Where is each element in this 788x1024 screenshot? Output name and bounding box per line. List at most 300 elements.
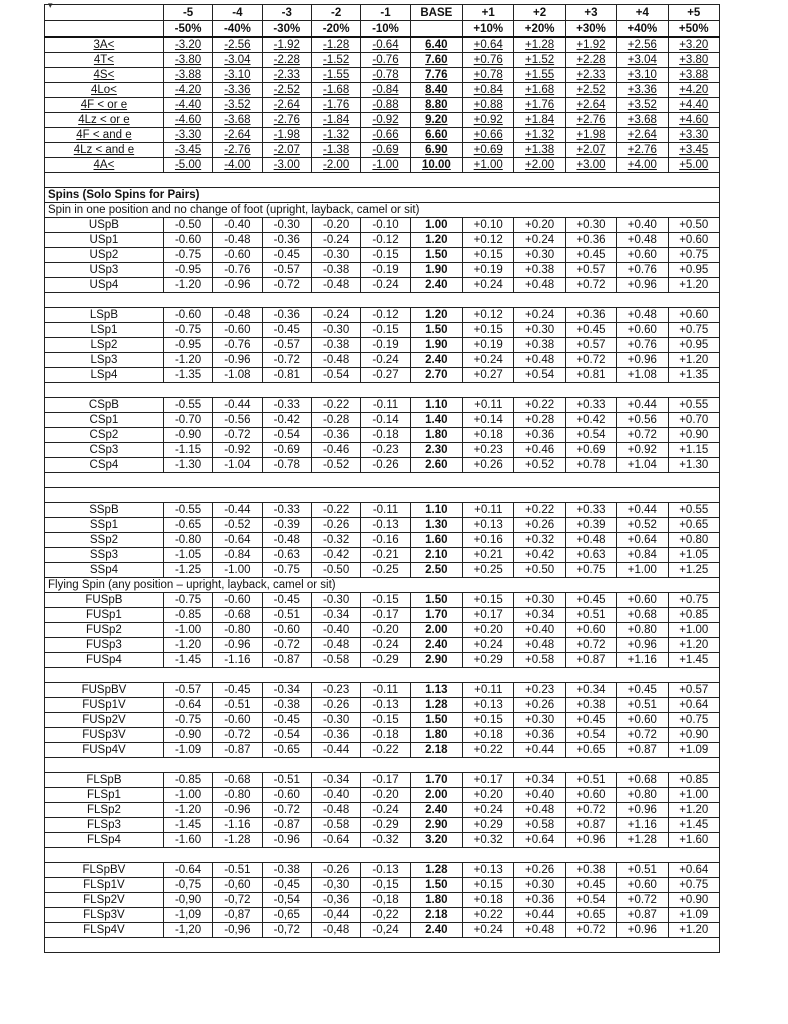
table-row	[45, 53, 720, 68]
base-value-cell: 1.28	[410, 698, 462, 713]
table-row	[45, 878, 720, 893]
goe-value-cell: +3.20	[668, 37, 719, 53]
goe-value-cell: +0.57	[565, 338, 616, 353]
percent-header: +10%	[463, 21, 514, 38]
goe-value-cell: -0.64	[361, 37, 410, 53]
goe-value-cell: -0.44	[213, 398, 262, 413]
header-blank-cell	[45, 21, 164, 38]
goe-value-cell: -0,90	[163, 893, 212, 908]
goe-value-cell: -1.32	[311, 128, 360, 143]
table-row	[45, 533, 720, 548]
percent-header	[410, 21, 462, 38]
goe-value-cell: +0.60	[617, 323, 668, 338]
goe-value-cell: +0.33	[565, 398, 616, 413]
goe-value-cell: +0.26	[514, 518, 565, 533]
goe-value-cell: +0.87	[617, 908, 668, 923]
goe-value-cell: -0.24	[361, 353, 410, 368]
goe-value-cell: -0.25	[361, 563, 410, 578]
goe-value-cell: +0.75	[668, 248, 719, 263]
goe-value-cell: +0.17	[463, 773, 514, 788]
goe-value-cell: -0.26	[311, 518, 360, 533]
goe-value-cell: +0.45	[565, 713, 616, 728]
goe-value-cell: +0.26	[463, 458, 514, 473]
goe-value-cell: +0.15	[463, 713, 514, 728]
base-header: BASE	[410, 5, 462, 21]
goe-value-cell: -0.52	[213, 518, 262, 533]
goe-value-cell: +1.28	[514, 37, 565, 53]
goe-value-cell: +0.42	[565, 413, 616, 428]
goe-value-cell: -1.25	[163, 563, 212, 578]
goe-value-cell: +0.51	[617, 863, 668, 878]
goe-value-cell: -0.48	[262, 533, 311, 548]
spacer-row	[45, 848, 720, 863]
goe-value-cell: +0.64	[617, 533, 668, 548]
goe-value-cell: +0.96	[617, 278, 668, 293]
goe-value-cell: +0.20	[463, 623, 514, 638]
goe-value-cell: -0.48	[213, 233, 262, 248]
goe-value-cell: +0.72	[617, 428, 668, 443]
base-value-cell: 2.60	[410, 458, 462, 473]
goe-value-cell: +2.64	[565, 98, 616, 113]
table-row	[45, 518, 720, 533]
table-row	[45, 563, 720, 578]
goe-value-cell: +0.27	[463, 368, 514, 383]
goe-value-cell: +0.64	[668, 698, 719, 713]
goe-value-cell: -0.13	[361, 518, 410, 533]
goe-value-cell: +0.18	[463, 728, 514, 743]
goe-value-cell: -1.98	[262, 128, 311, 143]
goe-value-cell: +0.72	[565, 278, 616, 293]
element-code-cell: SSp4	[45, 563, 164, 578]
element-code-cell: CSp4	[45, 458, 164, 473]
goe-value-cell: +1.76	[514, 98, 565, 113]
base-value-cell: 1.50	[410, 248, 462, 263]
goe-value-cell: +0.44	[617, 503, 668, 518]
goe-value-cell: +0.24	[514, 233, 565, 248]
goe-value-cell: -0.80	[213, 623, 262, 638]
goe-value-cell: +0.12	[463, 233, 514, 248]
goe-value-cell: +0.48	[617, 308, 668, 323]
goe-value-cell: +0.48	[514, 803, 565, 818]
table-row	[45, 788, 720, 803]
base-value-cell: 1.20	[410, 233, 462, 248]
goe-value-cell: -3.20	[163, 37, 212, 53]
goe-value-cell: +2.28	[565, 53, 616, 68]
base-value-cell: 1.90	[410, 338, 462, 353]
goe-value-cell: +0.30	[514, 878, 565, 893]
percent-header: +40%	[617, 21, 668, 38]
goe-value-cell: +0.52	[617, 518, 668, 533]
goe-value-cell: +1.55	[514, 68, 565, 83]
goe-value-cell: +2.76	[565, 113, 616, 128]
goe-value-cell: +4.60	[668, 113, 719, 128]
goe-value-cell: -0.64	[163, 863, 212, 878]
goe-value-cell: -0.12	[361, 233, 410, 248]
goe-value-cell: +0.30	[514, 713, 565, 728]
goe-value-cell: -0.15	[361, 713, 410, 728]
goe-value-cell: -0,65	[262, 908, 311, 923]
goe-value-cell: +0.38	[565, 698, 616, 713]
goe-value-cell: -2.52	[262, 83, 311, 98]
goe-value-cell: +0.48	[514, 638, 565, 653]
grade-header: -2	[311, 5, 360, 21]
table-row	[45, 323, 720, 338]
percent-header: -50%	[163, 21, 212, 38]
table-row	[45, 773, 720, 788]
goe-value-cell: -0.92	[361, 113, 410, 128]
goe-value-cell: -0.24	[361, 803, 410, 818]
goe-value-cell: -0.30	[311, 593, 360, 608]
element-code-cell: FUSp2	[45, 623, 164, 638]
grade-header: -1	[361, 5, 410, 21]
goe-value-cell: +0.38	[565, 863, 616, 878]
goe-value-cell: -0.18	[361, 728, 410, 743]
goe-value-cell: +3.80	[668, 53, 719, 68]
goe-value-cell: +0.42	[514, 548, 565, 563]
goe-value-cell: -0.84	[213, 548, 262, 563]
goe-value-cell: +0.18	[463, 893, 514, 908]
goe-value-cell: -0,18	[361, 893, 410, 908]
base-value-cell: 2.40	[410, 278, 462, 293]
goe-value-cell: -0.12	[361, 308, 410, 323]
spacer-row	[45, 383, 720, 398]
goe-value-cell: -0,22	[361, 908, 410, 923]
element-code-cell: 4S<	[45, 68, 164, 83]
goe-value-cell: +0.36	[514, 428, 565, 443]
base-value-cell: 2.50	[410, 563, 462, 578]
goe-value-cell: +0.19	[463, 263, 514, 278]
table-row	[45, 653, 720, 668]
goe-value-cell: +1.60	[668, 833, 719, 848]
goe-value-cell: +1.04	[617, 458, 668, 473]
goe-value-cell: +3.04	[617, 53, 668, 68]
element-code-cell: LSp3	[45, 353, 164, 368]
goe-value-cell: -0.29	[361, 653, 410, 668]
goe-value-cell: -0.36	[311, 428, 360, 443]
goe-value-cell: +0.26	[514, 698, 565, 713]
goe-value-cell: +0.34	[565, 683, 616, 698]
element-code-cell: FLSp4V	[45, 923, 164, 938]
goe-value-cell: -3.68	[213, 113, 262, 128]
goe-value-cell: +0.22	[463, 908, 514, 923]
table-row	[45, 698, 720, 713]
element-code-cell: FUSp1	[45, 608, 164, 623]
goe-value-cell: -0.60	[213, 593, 262, 608]
table-row	[45, 443, 720, 458]
goe-value-cell: +0.30	[565, 218, 616, 233]
goe-value-cell: -0.48	[311, 278, 360, 293]
goe-value-cell: -0.48	[213, 308, 262, 323]
goe-value-cell: -0.45	[262, 713, 311, 728]
goe-value-cell: +0.19	[463, 338, 514, 353]
table-row	[45, 83, 720, 98]
goe-value-cell: +4.20	[668, 83, 719, 98]
goe-value-cell: -0.96	[213, 278, 262, 293]
table-row	[45, 803, 720, 818]
goe-value-cell: -0.95	[163, 338, 212, 353]
table-row	[45, 743, 720, 758]
goe-value-cell: -0.90	[163, 728, 212, 743]
table-row	[45, 458, 720, 473]
goe-value-cell: +0.51	[617, 698, 668, 713]
base-value-cell: 10.00	[410, 158, 462, 173]
goe-value-cell: -0.96	[262, 833, 311, 848]
goe-value-cell: +1.84	[514, 113, 565, 128]
goe-value-cell: +0.15	[463, 248, 514, 263]
goe-value-cell: -1,20	[163, 923, 212, 938]
table-row	[45, 503, 720, 518]
goe-value-cell: -0.46	[311, 443, 360, 458]
goe-value-cell: -0.32	[361, 833, 410, 848]
element-code-cell: CSp1	[45, 413, 164, 428]
goe-value-cell: +0.65	[668, 518, 719, 533]
goe-value-cell: -0.55	[163, 503, 212, 518]
table-row	[45, 683, 720, 698]
goe-value-cell: +0.95	[668, 263, 719, 278]
element-code-cell: CSp2	[45, 428, 164, 443]
goe-value-cell: -0.75	[262, 563, 311, 578]
element-code-cell: LSp2	[45, 338, 164, 353]
goe-value-cell: -1,09	[163, 908, 212, 923]
table-row	[45, 623, 720, 638]
grade-header: -4	[213, 5, 262, 21]
goe-value-cell: -0.87	[213, 743, 262, 758]
table-row	[45, 98, 720, 113]
element-code-cell: FLSpBV	[45, 863, 164, 878]
goe-value-cell: -1.35	[163, 368, 212, 383]
table-row	[45, 593, 720, 608]
goe-value-cell: -0.34	[262, 683, 311, 698]
goe-value-cell: -0,72	[213, 893, 262, 908]
goe-value-cell: -0.64	[311, 833, 360, 848]
goe-value-cell: +1.98	[565, 128, 616, 143]
goe-value-cell: +0.23	[514, 683, 565, 698]
goe-value-cell: +0.92	[463, 113, 514, 128]
goe-value-cell: -0.60	[163, 308, 212, 323]
goe-value-cell: -4.40	[163, 98, 212, 113]
element-code-cell: FLSp2	[45, 803, 164, 818]
goe-value-cell: -0.75	[163, 323, 212, 338]
element-code-cell: USpB	[45, 218, 164, 233]
goe-value-cell: +3.10	[617, 68, 668, 83]
goe-value-cell: -0.51	[213, 863, 262, 878]
goe-value-cell: +0.72	[565, 638, 616, 653]
element-code-cell: LSpB	[45, 308, 164, 323]
spacer-cell	[45, 938, 720, 953]
element-code-cell: LSp4	[45, 368, 164, 383]
goe-value-cell: -0.45	[213, 683, 262, 698]
flying-spin-note: Flying Spin (any position – upright, layback, camel or sit)	[45, 578, 720, 593]
goe-value-cell: +1.20	[668, 803, 719, 818]
goe-value-cell: -0.72	[213, 428, 262, 443]
goe-value-cell: +0.85	[668, 608, 719, 623]
goe-value-cell: +0.12	[463, 308, 514, 323]
goe-value-cell: -0.16	[361, 533, 410, 548]
goe-value-cell: -0.60	[213, 323, 262, 338]
base-value-cell: 7.76	[410, 68, 462, 83]
goe-value-cell: -0.19	[361, 338, 410, 353]
goe-value-cell: -0.11	[361, 503, 410, 518]
goe-value-cell: +0.34	[514, 608, 565, 623]
goe-value-cell: -0.84	[361, 83, 410, 98]
goe-value-cell: +3.30	[668, 128, 719, 143]
table-row	[45, 113, 720, 128]
goe-value-cell: -0.87	[262, 818, 311, 833]
base-value-cell: 2.40	[410, 923, 462, 938]
scale-of-values-table	[44, 4, 720, 953]
goe-value-cell: +0.87	[617, 743, 668, 758]
goe-value-cell: -0.51	[262, 773, 311, 788]
spacer-row	[45, 293, 720, 308]
goe-value-cell: -0.38	[262, 863, 311, 878]
goe-value-cell: -0.15	[361, 593, 410, 608]
base-value-cell: 1.60	[410, 533, 462, 548]
goe-value-cell: -0.80	[163, 533, 212, 548]
goe-value-cell: -0.39	[262, 518, 311, 533]
grade-header: -3	[262, 5, 311, 21]
grade-header-row	[45, 5, 720, 21]
base-value-cell: 1.80	[410, 428, 462, 443]
goe-value-cell: +1.45	[668, 653, 719, 668]
base-value-cell: 6.60	[410, 128, 462, 143]
goe-value-cell: +0.40	[617, 218, 668, 233]
goe-value-cell: -0.38	[311, 338, 360, 353]
base-value-cell: 1.50	[410, 878, 462, 893]
goe-value-cell: +0.60	[565, 788, 616, 803]
base-value-cell: 6.90	[410, 143, 462, 158]
goe-value-cell: -0.54	[311, 368, 360, 383]
goe-value-cell: -3.00	[262, 158, 311, 173]
goe-value-cell: +0.72	[617, 893, 668, 908]
goe-value-cell: -0,48	[311, 923, 360, 938]
goe-value-cell: -0,44	[311, 908, 360, 923]
goe-value-cell: -1.16	[213, 653, 262, 668]
goe-value-cell: +0.64	[668, 863, 719, 878]
goe-value-cell: -0.24	[361, 638, 410, 653]
goe-value-cell: +0.44	[514, 908, 565, 923]
element-code-cell: FUSp2V	[45, 713, 164, 728]
element-code-cell: CSpB	[45, 398, 164, 413]
element-code-cell: FUSp3	[45, 638, 164, 653]
goe-value-cell: +0.54	[514, 368, 565, 383]
one-position-note-row	[45, 203, 720, 218]
goe-value-cell: +0.60	[617, 593, 668, 608]
base-value-cell: 1.80	[410, 893, 462, 908]
goe-value-cell: -0.11	[361, 398, 410, 413]
goe-value-cell: +3.36	[617, 83, 668, 98]
grade-header: +4	[617, 5, 668, 21]
spacer-cell	[45, 668, 720, 683]
percent-header: -30%	[262, 21, 311, 38]
goe-value-cell: +1.16	[617, 818, 668, 833]
base-value-cell: 1.40	[410, 413, 462, 428]
goe-value-cell: -0.40	[311, 788, 360, 803]
base-value-cell: 1.13	[410, 683, 462, 698]
goe-value-cell: +0.24	[463, 923, 514, 938]
base-value-cell: 1.10	[410, 503, 462, 518]
goe-value-cell: +0.76	[463, 53, 514, 68]
base-value-cell: 2.30	[410, 443, 462, 458]
goe-value-cell: +0.54	[565, 728, 616, 743]
goe-value-cell: +0.96	[617, 923, 668, 938]
goe-value-cell: +1.25	[668, 563, 719, 578]
table-row	[45, 263, 720, 278]
element-code-cell: FLSp1	[45, 788, 164, 803]
goe-value-cell: -0.26	[361, 458, 410, 473]
goe-value-cell: -0.69	[262, 443, 311, 458]
goe-value-cell: +0.65	[565, 908, 616, 923]
goe-value-cell: -0.44	[213, 503, 262, 518]
goe-value-cell: -2.28	[262, 53, 311, 68]
goe-value-cell: -3.45	[163, 143, 212, 158]
goe-value-cell: +0.55	[668, 398, 719, 413]
goe-value-cell: +0.15	[463, 878, 514, 893]
goe-value-cell: -4.60	[163, 113, 212, 128]
goe-value-cell: -3.04	[213, 53, 262, 68]
goe-value-cell: -2.33	[262, 68, 311, 83]
goe-value-cell: +4.40	[668, 98, 719, 113]
goe-value-cell: +1.68	[514, 83, 565, 98]
goe-value-cell: -0.15	[361, 248, 410, 263]
goe-value-cell: -0.56	[213, 413, 262, 428]
goe-value-cell: -0.22	[311, 503, 360, 518]
goe-value-cell: -1.45	[163, 653, 212, 668]
table-row	[45, 248, 720, 263]
element-code-cell: FUSp1V	[45, 698, 164, 713]
goe-value-cell: +0.76	[617, 338, 668, 353]
goe-value-cell: -4.00	[213, 158, 262, 173]
goe-value-cell: -1.20	[163, 638, 212, 653]
table-body	[45, 5, 720, 953]
goe-value-cell: -3.10	[213, 68, 262, 83]
element-code-cell: 3A<	[45, 37, 164, 53]
goe-value-cell: +0.33	[565, 503, 616, 518]
goe-value-cell: -0.72	[262, 353, 311, 368]
goe-value-cell: -2.00	[311, 158, 360, 173]
goe-value-cell: -0,24	[361, 923, 410, 938]
goe-value-cell: +0.25	[463, 563, 514, 578]
goe-value-cell: +0.78	[565, 458, 616, 473]
base-value-cell: 2.70	[410, 368, 462, 383]
goe-value-cell: -0.55	[163, 398, 212, 413]
goe-value-cell: -5.00	[163, 158, 212, 173]
base-value-cell: 2.18	[410, 743, 462, 758]
goe-value-cell: -0.45	[262, 593, 311, 608]
goe-value-cell: +1.16	[617, 653, 668, 668]
goe-value-cell: +1.00	[668, 623, 719, 638]
goe-value-cell: -0.75	[163, 713, 212, 728]
goe-value-cell: +0.36	[514, 893, 565, 908]
goe-value-cell: +0.54	[565, 428, 616, 443]
goe-value-cell: -3.88	[163, 68, 212, 83]
spacer-cell	[45, 293, 720, 308]
element-code-cell: FLSp4	[45, 833, 164, 848]
goe-value-cell: -0.36	[262, 308, 311, 323]
goe-value-cell: -0.22	[311, 398, 360, 413]
grade-header: +2	[514, 5, 565, 21]
goe-value-cell: -2.64	[213, 128, 262, 143]
goe-value-cell: +1.20	[668, 923, 719, 938]
goe-value-cell: +0.84	[463, 83, 514, 98]
goe-value-cell: +0.13	[463, 863, 514, 878]
element-code-cell: USp4	[45, 278, 164, 293]
goe-value-cell: +0.21	[463, 548, 514, 563]
goe-value-cell: -1.00	[213, 563, 262, 578]
goe-value-cell: -0.58	[311, 818, 360, 833]
table-row	[45, 128, 720, 143]
scale-of-values-sheet	[44, 4, 720, 953]
goe-value-cell: +0.92	[617, 443, 668, 458]
